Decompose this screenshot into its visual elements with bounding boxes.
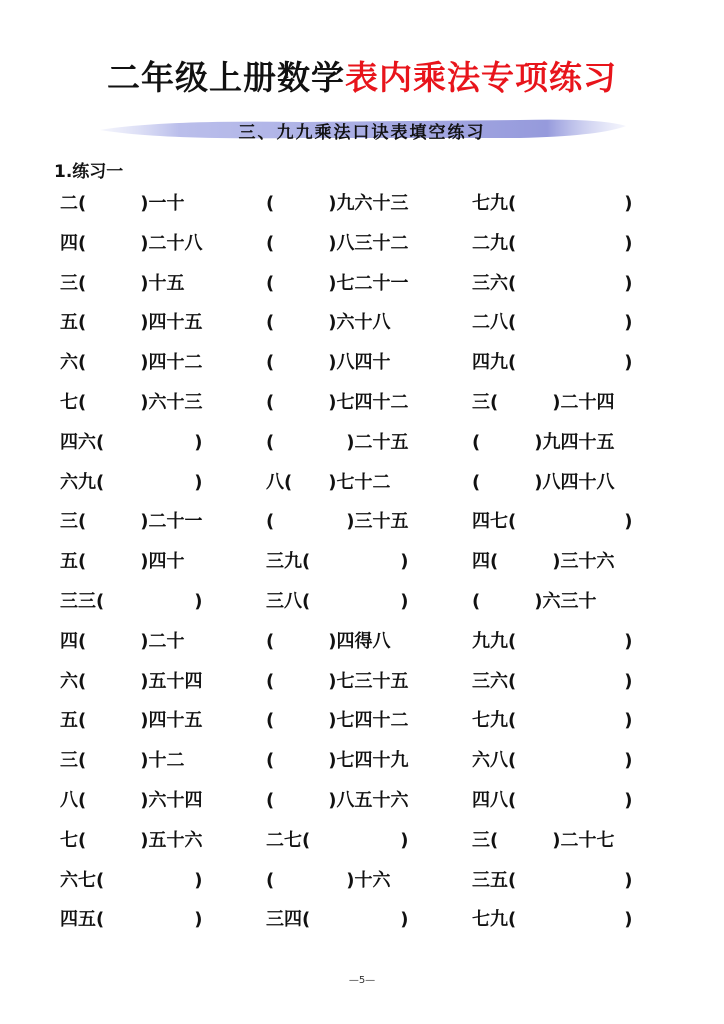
- exercise-item: 八( )七十二: [266, 471, 391, 493]
- exercise-item: 三五( ): [472, 869, 633, 891]
- exercise-row: [0, 348, 724, 378]
- exercise-item: 六九( ): [60, 471, 203, 493]
- exercise-item: 四六( ): [60, 431, 203, 453]
- exercise-item: ( )八三十二: [266, 232, 409, 254]
- exercise-item: ( )三十五: [266, 511, 409, 533]
- exercise-item: 七( )六十三: [60, 392, 203, 413]
- exercise-row: [0, 667, 724, 697]
- exercise-row: [0, 507, 724, 537]
- exercise-item: 三( )二十四: [472, 392, 615, 413]
- exercise-item: 五( )四十五: [60, 710, 203, 732]
- exercise-item: 二七( ): [266, 829, 409, 851]
- exercise-row: [0, 189, 724, 219]
- exercise-row: [0, 627, 724, 657]
- exercise-item: ( )七四十二: [266, 392, 409, 413]
- page-number: —5—: [348, 975, 376, 986]
- exercise-item: 七( )五十六: [60, 829, 203, 851]
- exercise-item: 三六( ): [472, 272, 633, 294]
- exercise-item: ( )八五十六: [266, 790, 409, 811]
- subtitle: 三、九九乘法口诀表填空练习: [238, 123, 486, 143]
- exercise-item: 三九( ): [266, 551, 409, 573]
- exercise-row: [0, 706, 724, 736]
- title-black-part: 二年级上册数学: [107, 58, 345, 97]
- exercise-item: ( )十六: [266, 869, 391, 891]
- exercise-item: ( )六三十: [472, 591, 597, 612]
- title-red-part: 表内乘法专项练习: [345, 58, 617, 97]
- exercise-item: ( )七四十二: [266, 710, 409, 732]
- exercise-item: 六八( ): [472, 750, 633, 772]
- exercise-row: [0, 229, 724, 259]
- page-title: [0, 52, 724, 99]
- exercise-item: 九九( ): [472, 630, 633, 652]
- exercise-item: 二( )一十: [60, 193, 185, 214]
- exercise-item: 四( )二十: [60, 630, 185, 652]
- exercise-item: ( )九六十三: [266, 193, 409, 214]
- exercise-row: [0, 786, 724, 816]
- exercise-item: 七九( ): [472, 710, 633, 732]
- exercise-item: ( )七二十一: [266, 272, 409, 294]
- exercise-row: [0, 388, 724, 418]
- exercise-item: 四七( ): [472, 511, 633, 533]
- exercise-item: 二八( ): [472, 312, 633, 334]
- exercise-row: [0, 866, 724, 896]
- exercise-item: ( )七三十五: [266, 670, 409, 692]
- exercise-item: 八( )六十四: [60, 790, 203, 811]
- section-label: 1.练习一: [54, 162, 124, 182]
- exercise-item: ( )八四十八: [472, 471, 615, 493]
- exercise-item: 七九( ): [472, 193, 633, 214]
- exercise-item: 三八( ): [266, 591, 409, 612]
- exercise-item: 三( )二十一: [60, 511, 203, 533]
- exercise-item: 四八( ): [472, 790, 633, 811]
- exercise-item: 四九( ): [472, 352, 633, 374]
- exercise-item: ( )九四十五: [472, 431, 615, 453]
- exercise-item: ( )二十五: [266, 431, 409, 453]
- exercise-item: ( )四得八: [266, 630, 391, 652]
- exercise-row: [0, 905, 724, 935]
- exercise-item: ( )六十八: [266, 312, 391, 334]
- exercise-item: 三( )十五: [60, 272, 185, 294]
- exercise-row: [0, 826, 724, 856]
- exercise-item: 三( )十二: [60, 750, 185, 772]
- exercise-item: 二九( ): [472, 232, 633, 254]
- exercise-item: 七九( ): [472, 909, 633, 931]
- exercise-item: 四五( ): [60, 909, 203, 931]
- exercise-item: 四( )二十八: [60, 232, 203, 254]
- exercise-row: [0, 269, 724, 299]
- exercise-item: 三三( ): [60, 591, 203, 612]
- exercise-item: 六七( ): [60, 869, 203, 891]
- exercise-item: 三六( ): [472, 670, 633, 692]
- exercise-item: 三四( ): [266, 909, 409, 931]
- exercise-item: 三( )二十七: [472, 829, 615, 851]
- exercise-row: [0, 547, 724, 577]
- exercise-row: [0, 428, 724, 458]
- exercise-row: [0, 746, 724, 776]
- exercise-item: ( )七四十九: [266, 750, 409, 772]
- exercise-item: 四( )三十六: [472, 551, 615, 573]
- exercise-item: 五( )四十: [60, 551, 185, 573]
- exercise-item: ( )八四十: [266, 352, 391, 374]
- exercise-item: 六( )五十四: [60, 670, 203, 692]
- exercise-row: [0, 587, 724, 617]
- exercise-row: [0, 468, 724, 498]
- exercise-item: 六( )四十二: [60, 352, 203, 374]
- exercise-row: [0, 308, 724, 338]
- exercise-item: 五( )四十五: [60, 312, 203, 334]
